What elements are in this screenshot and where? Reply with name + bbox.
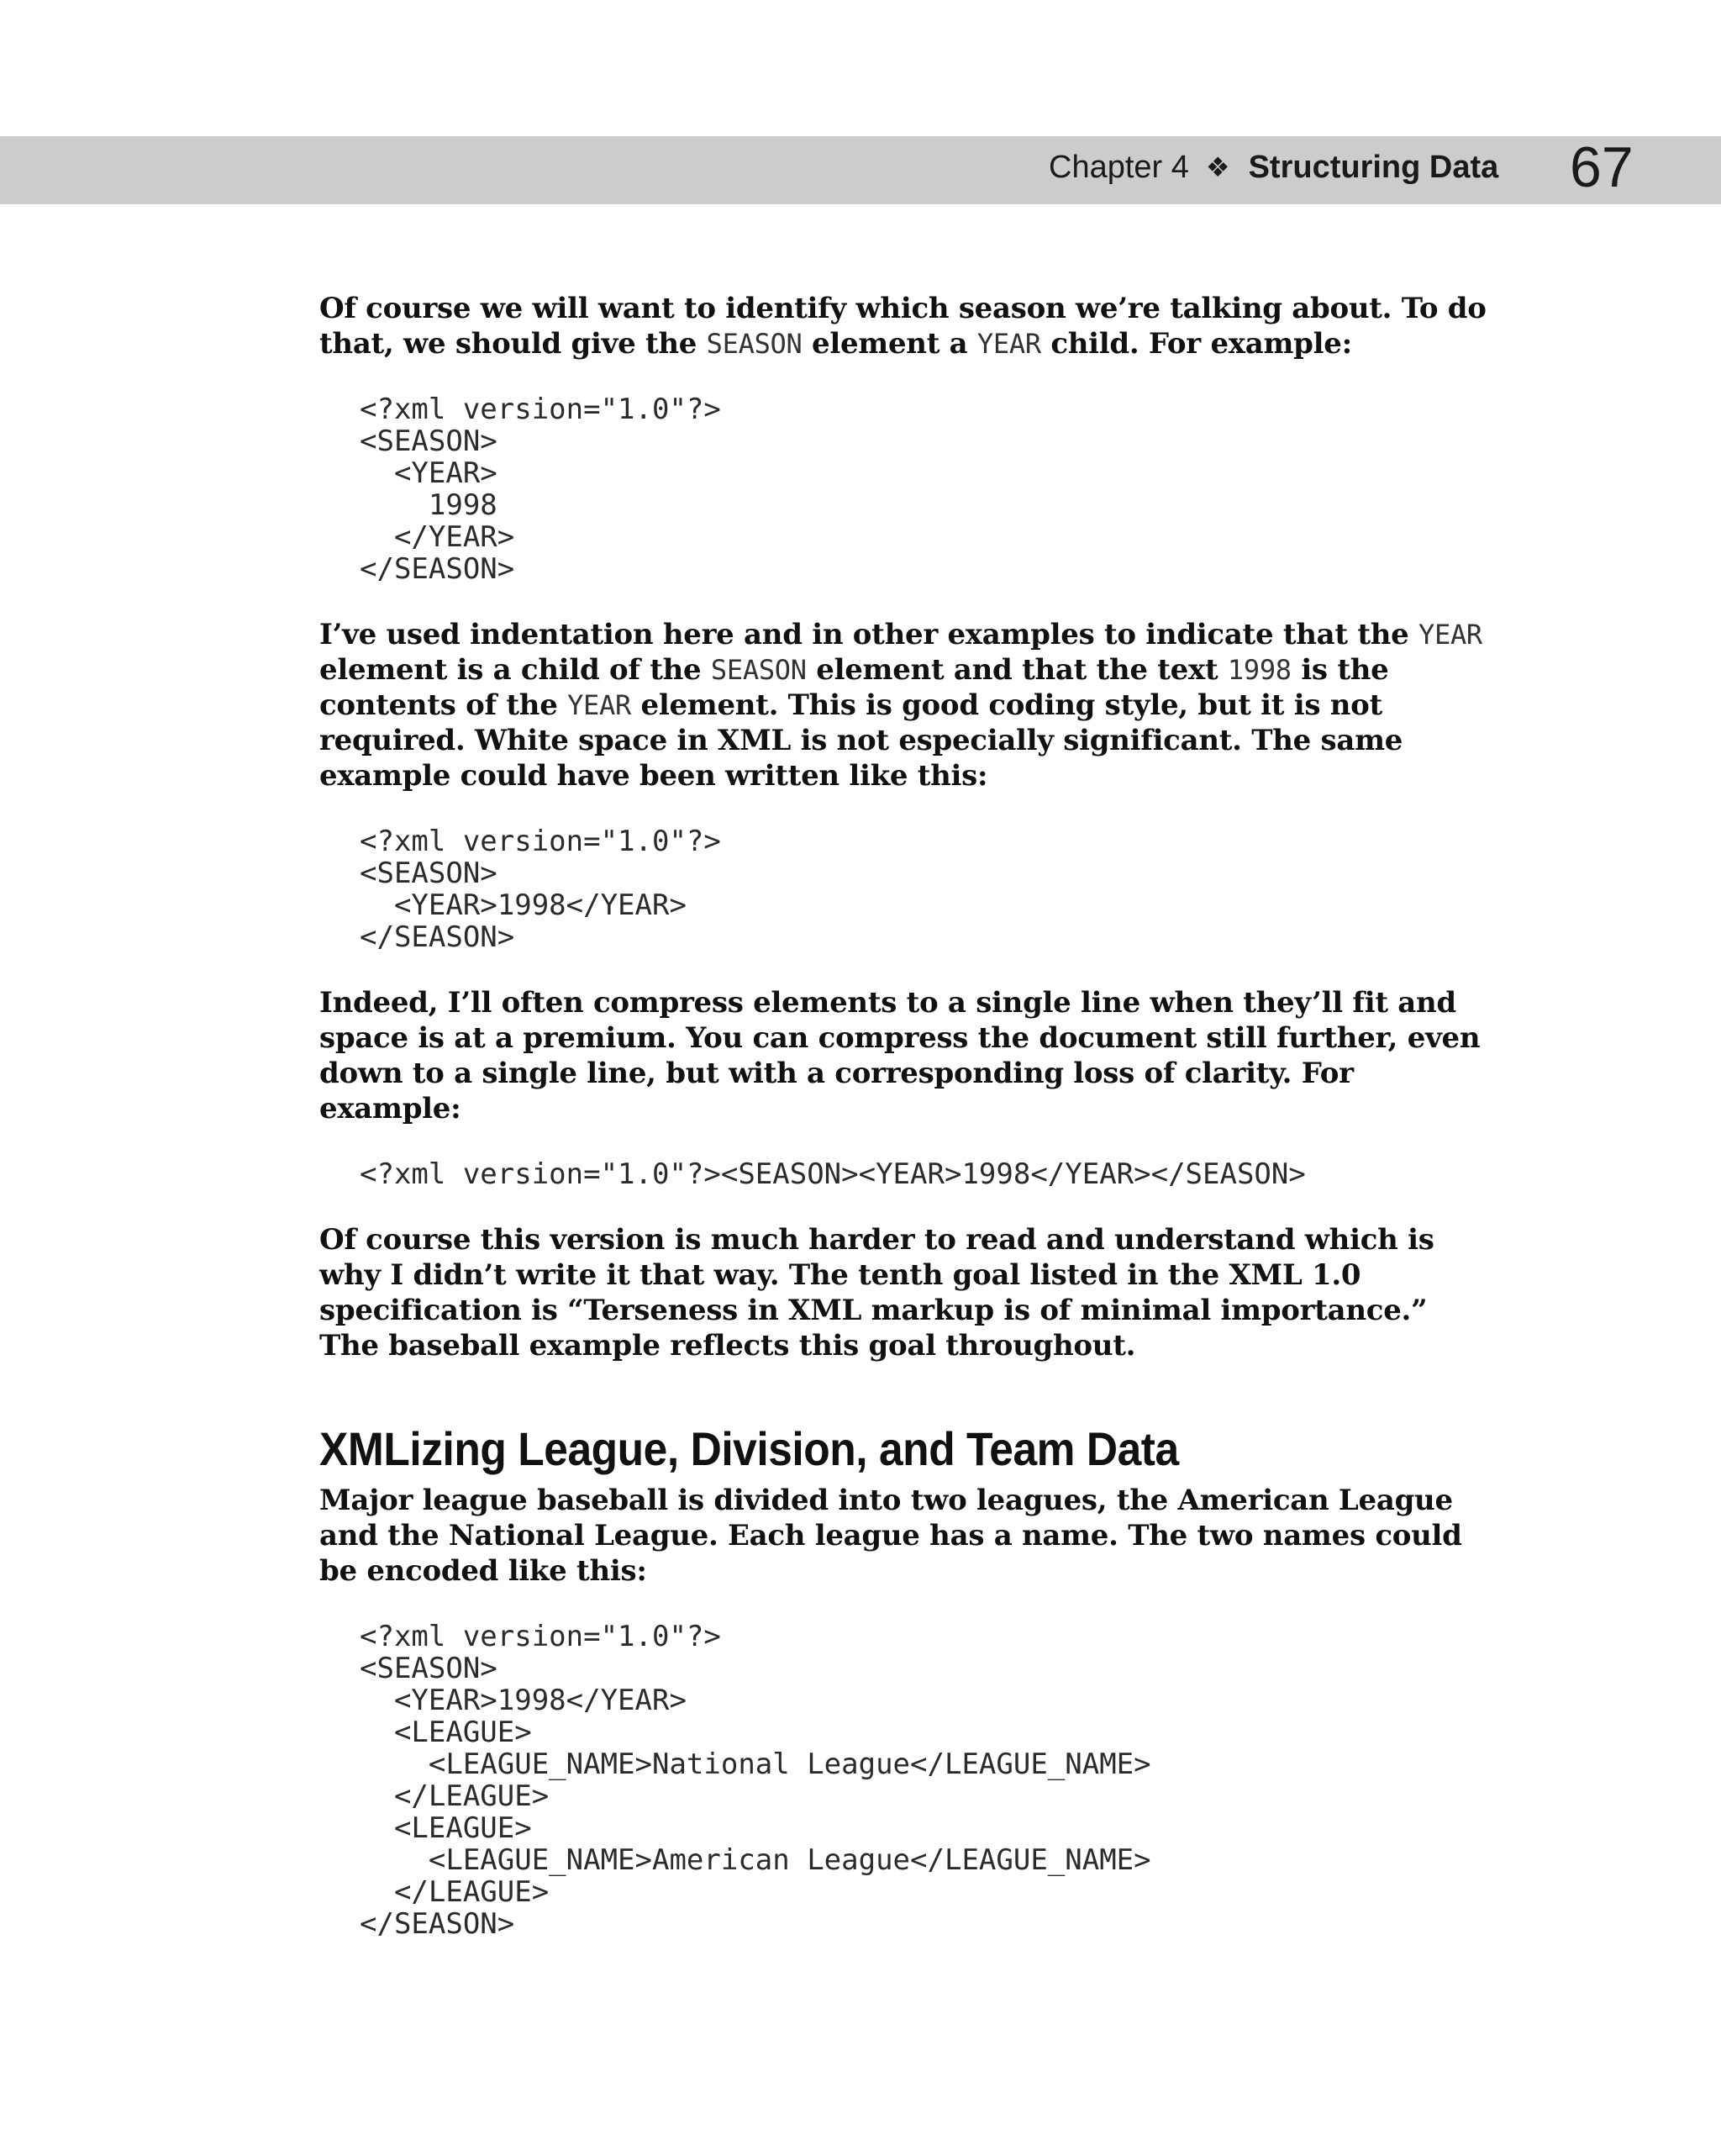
code-listing-1: <?xml version="1.0"?> <SEASON> <YEAR> 1998 </YEAR> </SEASON>	[360, 393, 721, 586]
paragraph-2-text-c: element and that the text	[806, 653, 1228, 687]
page-number: 67	[1570, 135, 1634, 199]
page-body	[319, 291, 1487, 1940]
paragraph-1-text-b: element a	[802, 327, 977, 361]
paragraph-1	[319, 291, 1487, 361]
inline-code-year: YEAR	[1418, 619, 1482, 651]
inline-code-year: YEAR	[567, 689, 631, 721]
paragraph-3: Indeed, I’ll often compress elements to a single line when they’ll fit and space is at a premium. You can compress the document still further, even down to a single line, but with a corresponding loss of clarity. For example:	[319, 986, 1481, 1125]
paragraph-4: Of course this version is much harder to read and understand which is why I didn’t write it that way. The tenth goal listed in the XML 1.0 specification is “Terseness in XML markup is of minimal importance.” The baseball example reflects this goal throughout.	[319, 1223, 1434, 1363]
inline-code-season: SEASON	[710, 654, 807, 686]
paragraph-1-text-c: child. For example:	[1040, 327, 1352, 361]
paragraph-2	[319, 617, 1487, 793]
diamond-separator-icon: ❖	[1205, 152, 1230, 182]
section-heading: XMLizing League, Division, and Team Data	[319, 1422, 1179, 1475]
code-listing-3: <?xml version="1.0"?><SEASON><YEAR>1998</YEAR></SEASON>	[360, 1157, 1306, 1191]
running-head	[1049, 146, 1498, 188]
inline-code-year: YEAR	[976, 328, 1041, 360]
code-listing-2: <?xml version="1.0"?> <SEASON> <YEAR>1998</YEAR> </SEASON>	[360, 825, 721, 954]
paragraph-2-text-d: is the contents of the	[319, 653, 1389, 722]
section-title: Structuring Data	[1248, 149, 1499, 185]
paragraph-2-text-e: element. This is good coding style, but it is not required. White space in XML is not especially significant. The same example could have been written like this:	[319, 688, 1403, 793]
paragraph-1-text-a: Of course we will want to identify which season we’re talking about. To do that, we should give the	[319, 292, 1487, 361]
code-listing-4: <?xml version="1.0"?> <SEASON> <YEAR>1998</YEAR> <LEAGUE> <LEAGUE_NAME>National League</LEAGUE_NAME> </LEAGUE> <LEAGUE> <LEAGUE_NAME>American League</LEAGUE_NAME> </LEAGUE> </SEASON>	[360, 1620, 1151, 1941]
paragraph-2-text-b: element is a child of the	[319, 653, 711, 687]
inline-code-1998: 1998	[1227, 654, 1292, 686]
inline-code-season: SEASON	[706, 328, 803, 360]
paragraph-2-text-a: I’ve used indentation here and in other examples to indicate that the	[319, 618, 1419, 651]
chapter-label: Chapter 4	[1049, 149, 1189, 185]
paragraph-5: Major league baseball is divided into two leagues, the American League and the National League. Each league has a name. The two names could be encoded like this:	[319, 1484, 1462, 1588]
